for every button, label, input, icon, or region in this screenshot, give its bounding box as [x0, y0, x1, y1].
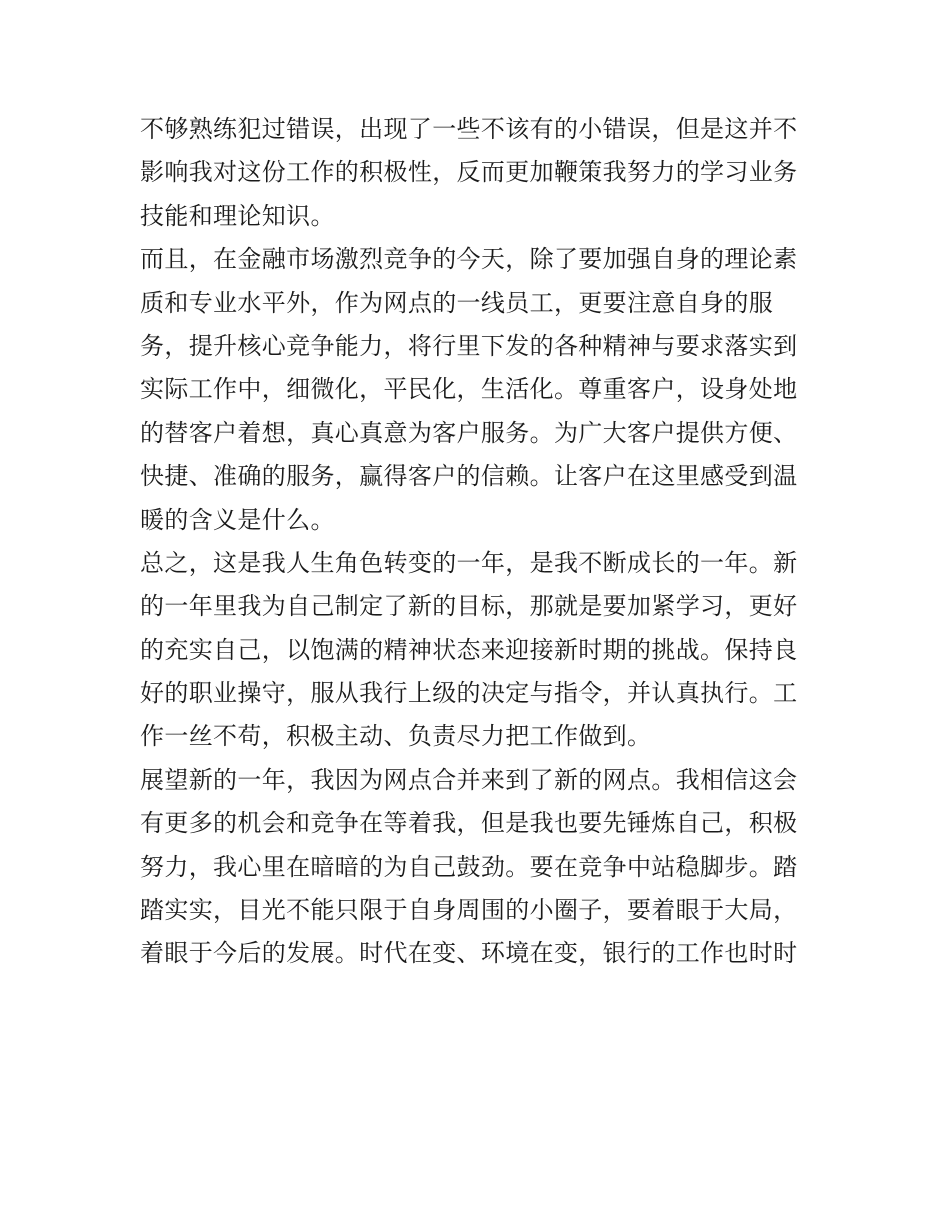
- text-line: 影响我对这份工作的积极性，反而更加鞭策我努力的学习业务: [140, 158, 798, 187]
- text-line: 实际工作中，细微化，平民化，生活化。尊重客户，设身处地: [140, 375, 798, 404]
- text-line: 的充实自己，以饱满的精神状态来迎接新时期的挑战。保持良: [140, 635, 798, 664]
- text-line: 不够熟练犯过错误，出现了一些不该有的小错误，但是这并不: [140, 115, 798, 143]
- text-line: 展望新的一年，我因为网点合并来到了新的网点。我相信这会: [140, 765, 798, 794]
- text-line: 质和专业水平外，作为网点的一线员工，更要注意自身的服: [140, 288, 774, 317]
- text-line: 快捷、准确的服务，赢得客户的信赖。让客户在这里感受到温: [140, 462, 798, 491]
- text-line: 踏实实，目光不能只限于自身周围的小圈子，要着眼于大局，: [140, 896, 798, 925]
- text-line: 着眼于今后的发展。时代在变、环境在变，银行的工作也时时: [140, 939, 798, 968]
- text-line: 有更多的机会和竞争在等着我，但是我也要先锤炼自己，积极: [140, 809, 798, 838]
- text-line: 技能和理论知识。: [140, 201, 335, 230]
- text-line: 的一年里我为自己制定了新的目标，那就是要加紧学习，更好: [140, 592, 798, 621]
- text-line: 的替客户着想，真心真意为客户服务。为广大客户提供方便、: [140, 418, 798, 447]
- text-line: 好的职业操守，服从我行上级的决定与指令，并认真执行。工: [140, 679, 798, 708]
- text-line: 努力，我心里在暗暗的为自己鼓劲。要在竞争中站稳脚步。踏: [140, 852, 798, 881]
- text-line: 而且，在金融市场激烈竞争的今天，除了要加强自身的理论素: [140, 245, 798, 274]
- text-line: 总之，这是我人生角色转变的一年，是我不断成长的一年。新: [140, 548, 798, 577]
- text-line: 作一丝不苟，积极主动、负责尽力把工作做到。: [140, 722, 652, 751]
- document-body: [140, 108, 815, 976]
- text-line: 务，提升核心竞争能力，将行里下发的各种精神与要求落实到: [140, 331, 798, 360]
- text-line: 暖的含义是什么。: [140, 505, 335, 534]
